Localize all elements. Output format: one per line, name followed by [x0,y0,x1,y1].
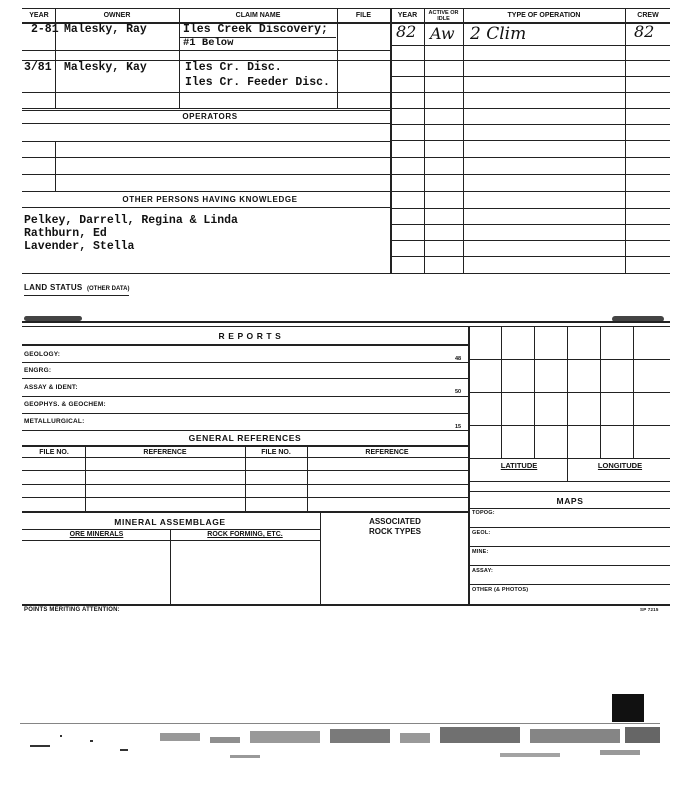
general-references-title: GENERAL REFERENCES [188,433,302,443]
report-label-engrg: ENGRG: [24,367,52,374]
form-number: SP 7215 [640,607,659,612]
scan-noise [0,715,678,775]
report-label-geology: GEOLOGY: [24,351,61,358]
land-status-title: LAND STATUS [24,283,83,292]
owner-row-2-claim-line-2: Iles Cr. Feeder Disc. [185,76,330,89]
header-file: FILE [355,12,372,19]
other-persons-title: OTHER PERSONS HAVING KNOWLEDGE [122,195,298,204]
col-reference-2: REFERENCE [365,449,409,456]
owner-row-1-claim-line-1: Iles Creek Discovery; [183,23,328,36]
owner-row-2-claim-line-1: Iles Cr. Disc. [185,61,282,74]
operation-crew: 82 [634,22,655,41]
report-num-geology: 48 [455,356,462,362]
header-active-or-idle: ACTIVE OR IDLE [428,10,459,22]
maps-other: OTHER (& PHOTOS) [472,587,529,593]
owner-row-1-owner: Malesky, Ray [64,23,147,36]
report-label-assay: ASSAY & IDENT: [24,384,78,391]
report-label-metallurgical: METALLURGICAL: [24,418,85,425]
header-claim-name: CLAIM NAME [235,12,281,19]
maps-mine: MINE: [472,549,489,555]
maps-title: MAPS [556,496,584,506]
reports-title: R E P O R T S [218,331,282,341]
maps-assay: ASSAY: [472,568,494,574]
land-status-subtitle: (OTHER DATA) [87,286,130,292]
associated-label: ASSOCIATED [369,517,421,526]
land-status [24,277,129,296]
owner-row-1-year: 2-81 [31,23,59,36]
owner-row-2-owner: Malesky, Kay [64,61,147,74]
report-num-assay: 50 [455,389,462,395]
col-file-no-2: FILE NO. [261,449,291,456]
header-year: YEAR [29,12,49,19]
maps-geol: GEOL: [472,530,491,536]
mineral-assemblage-title: MINERAL ASSEMBLAGE [114,517,226,527]
maps-topog: TOPOG: [472,510,495,516]
other-person-1: Pelkey, Darrell, Regina & Linda [24,214,238,227]
other-person-3: Lavender, Stella [24,240,135,253]
header-year-2: YEAR [397,12,418,19]
longitude-label: LONGITUDE [597,461,643,470]
col-reference-1: REFERENCE [143,449,187,456]
report-num-metallurgical: 15 [455,424,462,430]
operation-active: Aw [430,24,455,43]
report-label-geophys: GEOPHYS. & GEOCHEM: [24,401,106,408]
points-title: POINTS MERITING ATTENTION: [24,607,120,613]
other-person-2: Rathburn, Ed [24,227,107,240]
owner-row-2-year: 3/81 [24,61,52,74]
operators-title: OPERATORS [182,112,238,121]
header-crew: CREW [637,12,659,19]
operation-year: 82 [396,22,417,41]
col-ore-minerals: ORE MINERALS [69,531,124,538]
header-owner: OWNER [103,12,131,19]
header-type-of-operation: TYPE OF OPERATION [507,12,581,19]
col-file-no-1: FILE NO. [39,449,69,456]
col-rock-forming: ROCK FORMING, ETC. [207,531,283,538]
operation-type: 2 Clim [470,24,527,44]
rock-types-label: ROCK TYPES [368,527,421,536]
latitude-label: LATITUDE [500,461,538,470]
owner-row-1-claim-line-2: #1 Below [183,37,234,49]
